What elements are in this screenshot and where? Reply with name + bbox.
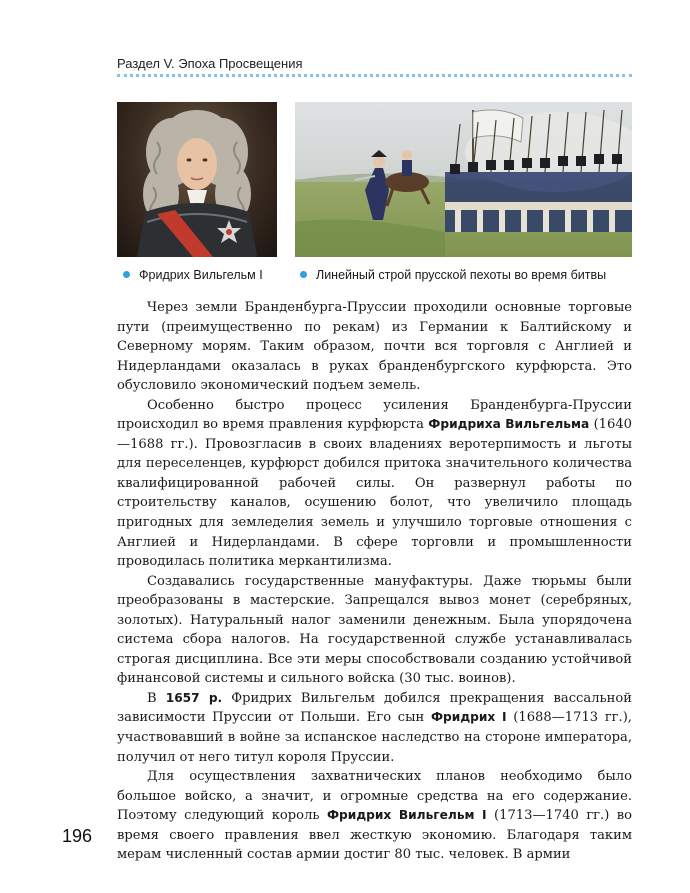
bold-term: Фридрих I	[430, 710, 507, 725]
text-run: (1688—1713 гг.), участвовавший в войне за испанское наследство на стороне императора, получил от него титул короля Пруссии.	[117, 710, 632, 765]
paragraph	[117, 767, 632, 865]
caption-battle	[300, 268, 606, 282]
bullet-icon	[123, 271, 130, 278]
caption-battle-text: Линейный строй прусской пехоты во время битвы	[316, 268, 607, 282]
section-header: Раздел V. Эпоха Просвещения	[117, 56, 303, 71]
paragraph	[117, 396, 632, 572]
battle-illustration	[295, 102, 632, 257]
portrait-illustration	[117, 102, 277, 257]
bold-term: Фридриха Вильгельма	[428, 417, 590, 432]
text-run: Через земли Бранденбурга-Пруссии проходили основные торговые пути (преимущественно по рекам) из Германии к Балтийскому и Северному морям. Таким образом, почти вся торговля с Англией и Нидерландами оказалась в руках бранденбургского курфюрста. Это обусловило экономический подъем земель.	[117, 300, 632, 394]
paragraph	[117, 572, 632, 689]
header-divider	[117, 74, 632, 77]
text-run: Особенно быстро процесс усиления Бранденбурга-Пруссии происходил во время правления курфюрста	[117, 397, 632, 433]
caption-portrait	[123, 268, 263, 282]
bold-term: 1657 р.	[165, 690, 223, 705]
text-run: (1640—1688 гг.). Провозгласив в своих владениях веротерпимость и льготы для переселенцев, курфюрст добился притока значительного количества квалифицированной рабочей силы. Он развернул работы по строительству каналов, осушению болот, что увеличило площадь пригодных для земледелия земель и улучшило торговые отношения с Англией и Нидерландами. В сфере торговли и промышленности проводилась политика меркантилизма.	[117, 417, 632, 570]
text-run: (1713—1740 гг.) во время своего правления ввел жесткую экономию. Благодаря таким мерам численный состав армии достиг 80 тыс. человек. В армии	[117, 808, 633, 863]
body-text	[117, 298, 632, 865]
page-number: 196	[62, 826, 93, 846]
paragraph	[117, 689, 632, 767]
text-run: Фридрих Вильгельм добился прекращения вассальной зависимости Пруссии от Польши. Его сын	[117, 690, 632, 726]
bold-term: Фридрих Вильгельм I	[326, 808, 487, 823]
caption-portrait-text: Фридрих Вильгельм I	[139, 268, 263, 282]
text-run: В	[147, 690, 166, 706]
text-run: Создавались государственные мануфактуры. Даже тюрьмы были преобразованы в мастерские. Запрещался вывоз монет (серебряных, золотых). Натуральный налог заменили денежным. Была упорядочена система сбора налогов. На государственной службе устанавливалась строгая дисциплина. Все эти меры способствовали созданию устойчивой финансовой системы и сильного войска (30 тыс. воинов).	[117, 573, 632, 687]
text-run: Для осуществления захватнических планов необходимо было большое войско, а значит, и огромные средства на его содержание. Поэтому следующий король	[117, 769, 632, 824]
paragraph	[117, 298, 632, 396]
bullet-icon	[300, 271, 307, 278]
